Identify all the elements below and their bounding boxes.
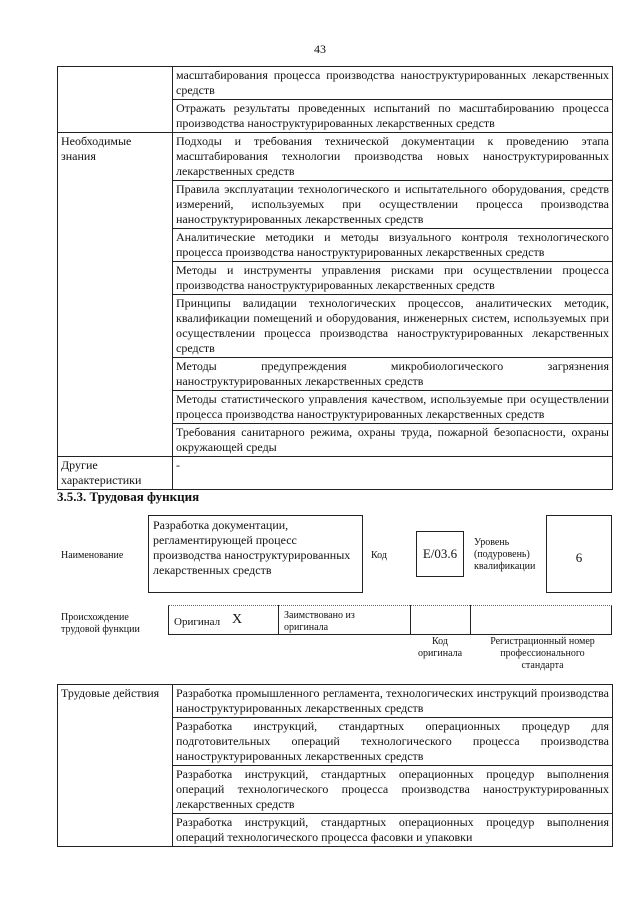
table-cell: - <box>173 457 613 490</box>
actions-table <box>57 684 613 847</box>
table-cell: масштабирования процесса производства наноструктурированных лекарственных средств <box>173 67 613 100</box>
origin-divider <box>470 605 471 635</box>
table-cell: Методы и инструменты управления рисками при осуществлении процесса производства наноструктурированных лекарственных средств <box>173 262 613 295</box>
table-cell: Разработка инструкций, стандартных операционных процедур выполнения операций технологического процесса фасовки и упаковки <box>173 814 613 847</box>
table-cell: Разработка промышленного регламента, технологических инструкций производства наноструктурированных лекарственных средств <box>173 685 613 718</box>
row-label-actions: Трудовые действия <box>58 685 173 847</box>
table-cell: Принципы валидации технологических процессов, аналитических методик, квалификации помещений и оборудования, инженерных систем, используемых при осуществлении процесса производства наноструктурированных лекарственных средств <box>173 295 613 358</box>
table-cell: Разработка инструкций, стандартных операционных процедур выполнения операций технологического процесса производства наноструктурированных лекарственных средств <box>173 766 613 814</box>
row-label-knowledge: Необходимые знания <box>58 133 173 457</box>
level-value-box: 6 <box>546 515 612 593</box>
origin-divider <box>278 605 279 635</box>
table-cell: Аналитические методики и методы визуального контроля технологического процесса производства наноструктурированных лекарственных средств <box>173 229 613 262</box>
table-cell: Методы статистического управления качеством, используемые при осуществлении процесса производства наноструктурированных лекарственных средств <box>173 391 613 424</box>
table-cell: Разработка инструкций, стандартных операционных процедур для подготовительных операций технологического процесса производства наноструктурированных лекарственных средств <box>173 718 613 766</box>
table-cell: Методы предупреждения микробиологического загрязнения наноструктурированных лекарственных средств <box>173 358 613 391</box>
origin-divider <box>410 605 411 635</box>
row-label <box>58 67 173 133</box>
original-label: Оригинал <box>174 616 221 628</box>
name-label: Наименование <box>61 550 124 561</box>
original-mark: X <box>232 612 243 627</box>
code-caption: Код оригинала <box>417 636 463 659</box>
table-row <box>58 457 613 490</box>
table-row <box>58 685 613 718</box>
row-label-other: Другие характеристики <box>58 457 173 490</box>
table-cell: Требования санитарного режима, охраны труда, пожарной безопасности, охраны окружающей среды <box>173 424 613 457</box>
table-cell: Правила эксплуатации технологического и испытательного оборудования, средств измерений, используемых при осуществлении процесса производства наноструктурированных лекарственных средств <box>173 181 613 229</box>
origin-top-divider <box>168 605 612 606</box>
borrowed-label: Заимствовано из оригинала <box>284 610 355 633</box>
section-title: 3.5.3. Трудовая функция <box>57 489 200 504</box>
table-row <box>58 67 613 100</box>
function-code-box: E/03.6 <box>416 531 464 577</box>
code-label: Код <box>371 550 387 561</box>
page-number: 43 <box>314 42 326 56</box>
table-cell: Отражать результаты проведенных испытаний по масштабированию процесса производства наноструктурированных лекарственных средств <box>173 100 613 133</box>
level-label: Уровень (подуровень) квалификации <box>474 537 536 572</box>
requirements-table <box>57 66 613 490</box>
table-row <box>58 133 613 181</box>
origin-label: Происхождение трудовой функции <box>61 612 140 635</box>
function-name-box: Разработка документации, регламентирующей процесс производства наноструктурированных лекарственных средств <box>148 515 363 593</box>
reg-caption: Регистрационный номер профессионального стандарта <box>490 636 595 671</box>
table-cell: Подходы и требования технической документации к проведению этапа масштабирования технологии производства новых наноструктурированных лекарственных средств <box>173 133 613 181</box>
